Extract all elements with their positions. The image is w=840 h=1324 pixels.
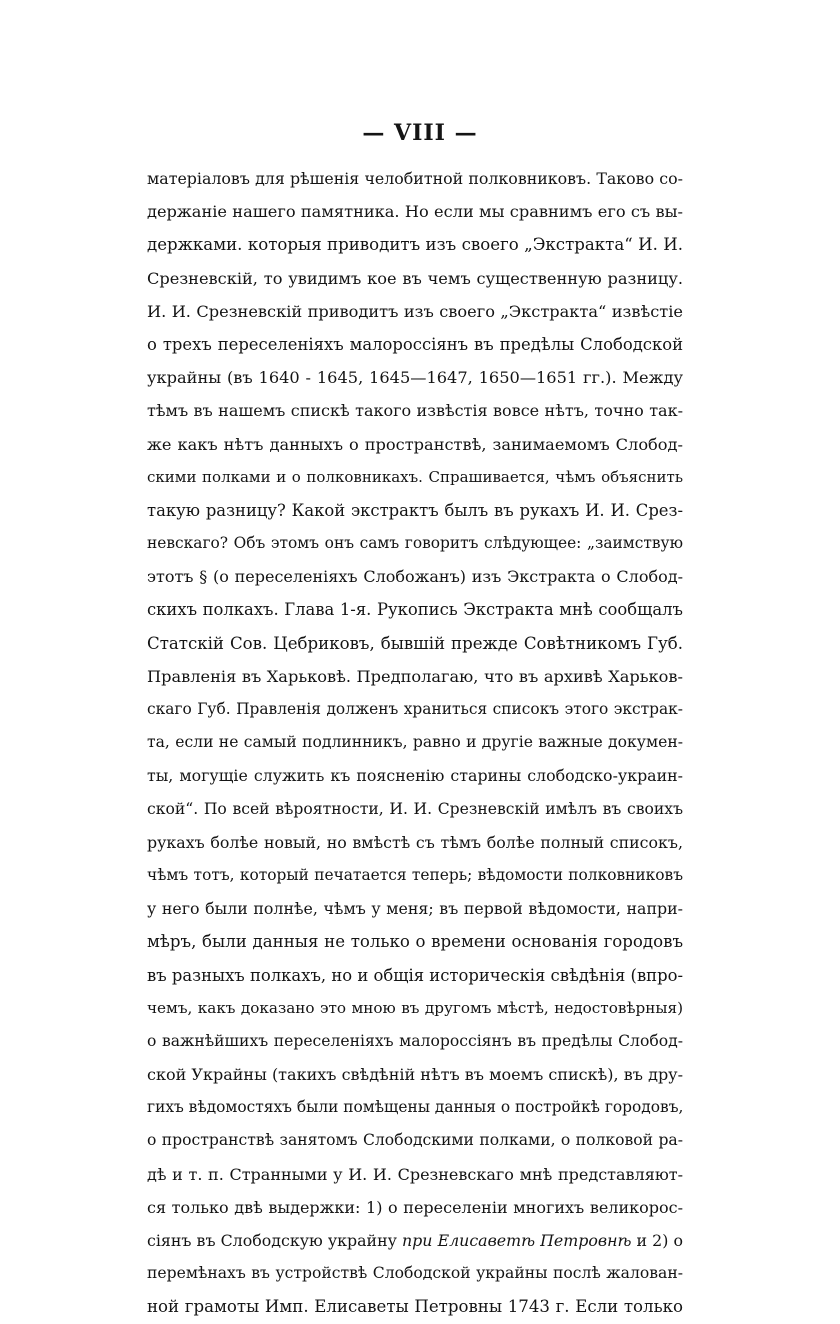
text-line: скими полками и о полковникахъ. Спрашивается, чѣмъ объяснить	[147, 467, 683, 486]
text-line: о пространствѣ занятомъ Слободскими полками, о полковой ра-	[147, 1131, 683, 1150]
text-line: скаго Губ. Правленія долженъ храниться списокъ этого экстрак-	[147, 700, 683, 718]
text-line: ской Украйны (такихъ свѣдѣній нѣтъ въ моемъ спискѣ), въ дру-	[147, 1065, 683, 1085]
text-line: Правленія въ Харьковѣ. Предполагаю, что въ архивѣ Харьков-	[147, 666, 683, 686]
text-line: тѣмъ въ нашемъ спискѣ такого извѣстія вовсе нѣтъ, точно так-	[147, 401, 683, 421]
text-line: этотъ § (о переселеніяхъ Слобожанъ) изъ Экстракта о Слобод-	[147, 567, 683, 587]
text-segment: и 2) о	[631, 1231, 683, 1250]
text-line: И. И. Срезневскій приводитъ изъ своего „Экстракта“ извѣстіе	[147, 301, 683, 321]
text-line: у него были полнѣе, чѣмъ у меня; въ первой вѣдомости, напри-	[147, 899, 683, 919]
text-line: мѣръ, были данныя не только о времени основанія городовъ	[147, 932, 683, 952]
text-line: же какъ нѣтъ данныхъ о пространствѣ, занимаемомъ Слобод-	[147, 434, 683, 454]
text-line: Срезневскій, то увидимъ кое въ чемъ существенную разницу.	[147, 268, 683, 288]
text-line: держаніе нашего памятника. Но если мы сравнимъ его съ вы-	[147, 202, 683, 222]
text-line: невскаго? Объ этомъ онъ самъ говоритъ слѣдующее: „заимствую	[147, 534, 683, 553]
text-line-mixed	[147, 1224, 683, 1257]
text-line: о трехъ переселеніяхъ малороссіянъ въ предѣлы Слободской	[147, 334, 683, 354]
text-line: рукахъ болѣе новый, но вмѣстѣ съ тѣмъ болѣе полный списокъ,	[147, 832, 683, 852]
text-line: та, если не самый подлинникъ, равно и другіе важные докумен-	[147, 733, 683, 752]
page-number: — VIII —	[362, 120, 478, 146]
body-text	[147, 162, 683, 1324]
text-segment: сіянъ въ Слободскую украйну	[147, 1231, 402, 1250]
text-line: чѣмъ тотъ, который печатается теперь; вѣдомости полковниковъ	[147, 865, 683, 884]
italic-segment: при Елисаветѣ Петровнѣ	[402, 1231, 632, 1250]
text-line: украйны (въ 1640 - 1645, 1645—1647, 1650—1651 гг.). Между	[147, 368, 683, 388]
text-line: Статскій Сов. Цебриковъ, бывшій прежде Совѣтникомъ Губ.	[147, 633, 683, 653]
text-line: гихъ вѣдомостяхъ были помѣщены данныя о постройкѣ городовъ,	[147, 1098, 683, 1117]
text-line: въ разныхъ полкахъ, но и общія историческія свѣдѣнія (впро-	[147, 965, 683, 985]
text-line: о важнѣйшихъ переселеніяхъ малороссіянъ въ предѣлы Слобод-	[147, 1031, 683, 1050]
text-line: такую разницу? Какой экстрактъ былъ въ рукахъ И. И. Срез-	[147, 500, 683, 520]
text-line: ты, могущіе служить къ поясненію старины слободско-украин-	[147, 766, 683, 786]
text-line: ской“. По всей вѣроятности, И. И. Срезневскій имѣлъ въ своихъ	[147, 799, 683, 818]
text-line: чемъ, какъ доказано это мною въ другомъ мѣстѣ, недостовѣрныя)	[147, 998, 683, 1017]
text-line: скихъ полкахъ. Глава 1-я. Рукопись Экстракта мнѣ сообщалъ	[147, 600, 683, 620]
text-line: ся только двѣ выдержки: 1) о переселеніи многихъ великорос-	[147, 1197, 683, 1217]
text-line: ной грамоты Имп. Елисаветы Петровны 1743 г. Если только	[147, 1297, 683, 1317]
text-line: держками. которыя приводитъ изъ своего „Экстракта“ И. И.	[147, 235, 683, 255]
text-line: дѣ и т. п. Странными у И. И. Срезневскаго мнѣ представляют-	[147, 1164, 683, 1184]
text-line: матеріаловъ для рѣшенія челобитной полковниковъ. Таково со-	[147, 169, 683, 188]
text-line: перемѣнахъ въ устройствѣ Слободской украйны послѣ жалован-	[147, 1264, 683, 1283]
